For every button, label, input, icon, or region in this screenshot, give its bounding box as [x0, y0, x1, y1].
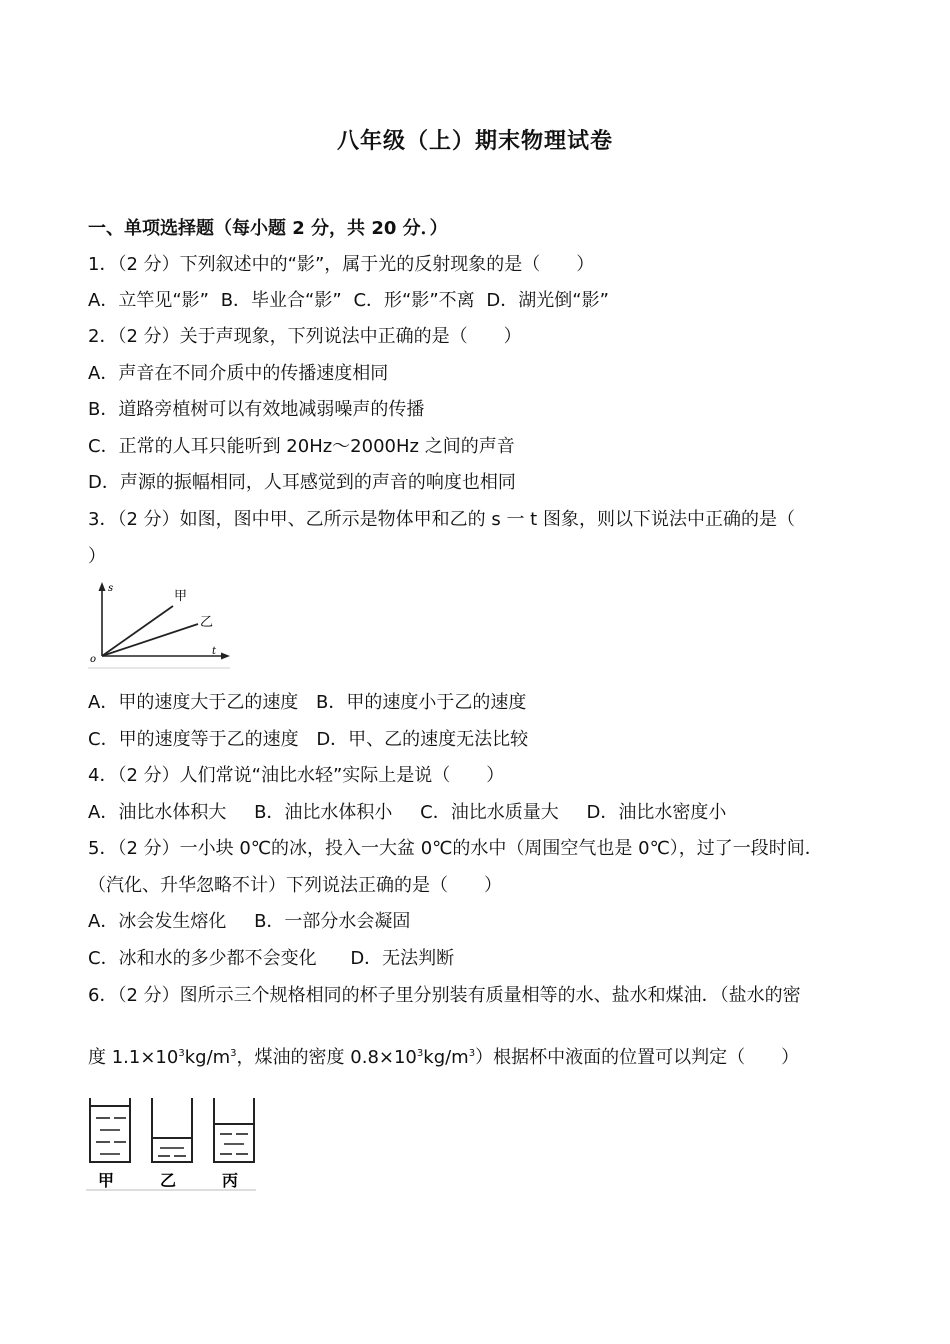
graph-line-yi — [102, 624, 198, 656]
graph-t-axis-arrow — [221, 653, 230, 660]
cup-yi-label: 乙 — [160, 1171, 177, 1190]
cup-bing — [214, 1098, 254, 1162]
question-5-stem-line1: 5．（2 分）一小块 0℃的冰，投入一大盆 0℃的水中（周围空气也是 0℃），过了一段时间． — [88, 838, 823, 859]
question-3-stem-line2: ） — [88, 546, 106, 567]
q4-option-c: C．油比水质量大 — [420, 802, 559, 823]
question-5-options-row1 — [88, 909, 890, 935]
cups-figure — [86, 1094, 258, 1194]
q5-option-a: A．冰会发生熔化 — [88, 911, 227, 932]
q6-text-a: 度 1.1×10 — [88, 1047, 179, 1068]
question-5-options-row2 — [88, 946, 890, 972]
question-1-options — [88, 288, 890, 314]
q6-exp-2: 3 — [230, 1048, 237, 1059]
q3-option-d: D．甲、乙的速度无法比较 — [316, 729, 529, 750]
graph-t-label: t — [212, 646, 217, 657]
graph-s-axis-arrow — [99, 582, 106, 591]
question-3-options-row2 — [88, 727, 890, 753]
q2-option-a: A．声音在不同介质中的传播速度相同 — [88, 363, 389, 384]
q4-option-b: B．油比水体积小 — [254, 802, 393, 823]
cup-jia-label: 甲 — [98, 1171, 115, 1190]
q3-option-b: B．甲的速度小于乙的速度 — [316, 692, 527, 713]
cup-yi — [152, 1098, 192, 1162]
question-3-options-row1 — [88, 690, 890, 716]
question-1-stem: 1．（2 分）下列叙述中的“影”，属于光的反射现象的是（ ） — [88, 254, 595, 275]
cup-jia — [90, 1098, 130, 1162]
q4-option-d: D．油比水密度小 — [586, 802, 727, 823]
cup-bing-label: 丙 — [222, 1171, 239, 1190]
q6-text-d: kg/m — [423, 1047, 469, 1068]
q6-text-e: ）根据杯中液面的位置可以判定（ ） — [475, 1047, 800, 1068]
q2-option-c: C．正常的人耳只能听到 20Hz～2000Hz 之间的声音 — [88, 436, 515, 457]
q2-option-b: B．道路旁植树可以有效地减弱噪声的传播 — [88, 399, 425, 420]
q4-option-a: A．油比水体积大 — [88, 802, 227, 823]
q1-option-d: D．湖光倒“影” — [486, 290, 609, 311]
question-4-stem: 4．（2 分）人们常说“油比水轻”实际上是说（ ） — [88, 765, 505, 786]
graph-s-label: s — [108, 583, 114, 594]
graph-yi-label: 乙 — [200, 615, 214, 630]
q5-option-d: D．无法判断 — [350, 948, 455, 969]
graph-line-jia — [102, 606, 173, 656]
graph-origin-label: o — [90, 654, 97, 665]
q6-exp-1: 3 — [178, 1048, 185, 1059]
q2-option-d: D．声源的振幅相同，人耳感觉到的声音的响度也相同 — [88, 472, 516, 493]
q6-text-c: ，煤油的密度 0.8×10 — [236, 1047, 417, 1068]
q3-option-c: C．甲的速度等于乙的速度 — [88, 729, 299, 750]
q1-option-b: B．毕业合“影” — [220, 290, 342, 311]
question-6-stem-line1: 6．（2 分）图所示三个规格相同的杯子里分别装有质量相等的水、盐水和煤油．（盐水的密 — [88, 985, 801, 1006]
question-3-stem-line1: 3．（2 分）如图，图中甲、乙所示是物体甲和乙的 s 一 t 图象，则以下说法中正确的是（ — [88, 509, 795, 530]
graph-jia-label: 甲 — [174, 589, 188, 604]
question-2-stem: 2．（2 分）关于声现象，下列说法中正确的是（ ） — [88, 326, 522, 347]
q6-text-b: kg/m — [184, 1047, 231, 1068]
question-5-stem-line2: （汽化、升华忽略不计）下列说法正确的是（ ） — [88, 875, 502, 896]
q6-exp-4: 3 — [468, 1048, 476, 1059]
st-graph-figure — [88, 580, 233, 672]
q3-option-a: A．甲的速度大于乙的速度 — [88, 692, 299, 713]
section-heading: 一、单项选择题（每小题 2 分，共 20 分．） — [88, 218, 448, 239]
q1-option-c: C．形“影”不离 — [353, 290, 475, 311]
q6-exp-3: 3 — [416, 1048, 424, 1059]
q5-option-c: C．冰和水的多少都不会变化 — [88, 948, 317, 969]
question-6-stem-line2 — [88, 1045, 890, 1071]
q1-option-a: A．立竿见“影” — [88, 290, 209, 311]
q5-option-b: B．一部分水会凝固 — [254, 911, 411, 932]
question-4-options — [88, 800, 890, 826]
page-title: 八年级（上）期末物理试卷 — [336, 129, 613, 154]
